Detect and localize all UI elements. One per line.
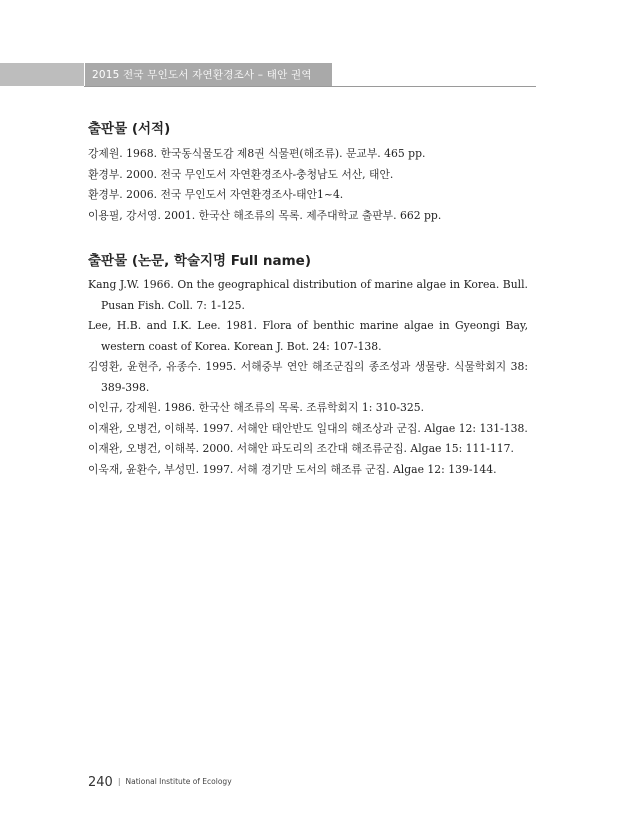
reference-item: 환경부. 2006. 전국 무인도서 자연환경조사-태안1~4. — [88, 188, 344, 201]
footer-separator: | — [117, 777, 121, 786]
reference-item: 환경부. 2000. 전국 무인도서 자연환경조사-충청남도 서산, 태안. — [88, 167, 394, 181]
reference-item: 강제원. 1968. 한국동식물도감 제8권 식물편(해조류). 문교부. 465 pp. — [88, 147, 426, 160]
reference-item: 이용필, 강서영. 2001. 한국산 해조류의 목록. 제주대학교 출판부. 662 pp. — [88, 208, 442, 222]
reference-item: 이인규, 강제원. 1986. 한국산 해조류의 목록. 조류학회지 1: 310-325. — [88, 401, 425, 414]
reference-item: 이욱재, 윤환수, 부성민. 1997. 서해 경기만 도서의 해조류 군집. Algae 12: 139-144. — [88, 462, 497, 476]
page-number: 240 — [88, 775, 113, 790]
reference-item: 이재완, 오병건, 이해복. 2000. 서해안 파도리의 조간대 해조류군집. Algae 15: 111-117. — [88, 442, 514, 455]
reference-item: Lee, H.B. and I.K. Lee. 1981. Flora of benthic marine algae in Gyeongi Bay, western coast of Korea. Korean J. Bot. 24: 107-138. — [88, 319, 528, 353]
reference-item: 김영환, 윤현주, 유종수. 1995. 서해중부 연안 해조군집의 종조성과 생물량. 식물학회지 38: 389-398. — [88, 360, 528, 394]
page-footer — [88, 771, 232, 790]
section-title-books: 출판물 (서적) — [88, 121, 171, 137]
running-header: 2015 전국 무인도서 자연환경조사 – 태안 권역 — [92, 69, 312, 81]
reference-list-books — [88, 144, 528, 226]
section-title-papers: 출판물 (논문, 학술지명 Full name) — [88, 253, 311, 269]
header-rule — [84, 86, 536, 87]
reference-item: Kang J.W. 1966. On the geographical distribution of marine algae in Korea. Bull. Pusan Fish. Coll. 7: 1-125. — [88, 278, 528, 312]
reference-item: 이재완, 오병건, 이해복. 1997. 서해안 태안반도 일대의 해조상과 군집. Algae 12: 131-138. — [88, 421, 528, 435]
footer-institution: National Institute of Ecology — [125, 777, 232, 786]
reference-list-papers — [88, 275, 528, 480]
